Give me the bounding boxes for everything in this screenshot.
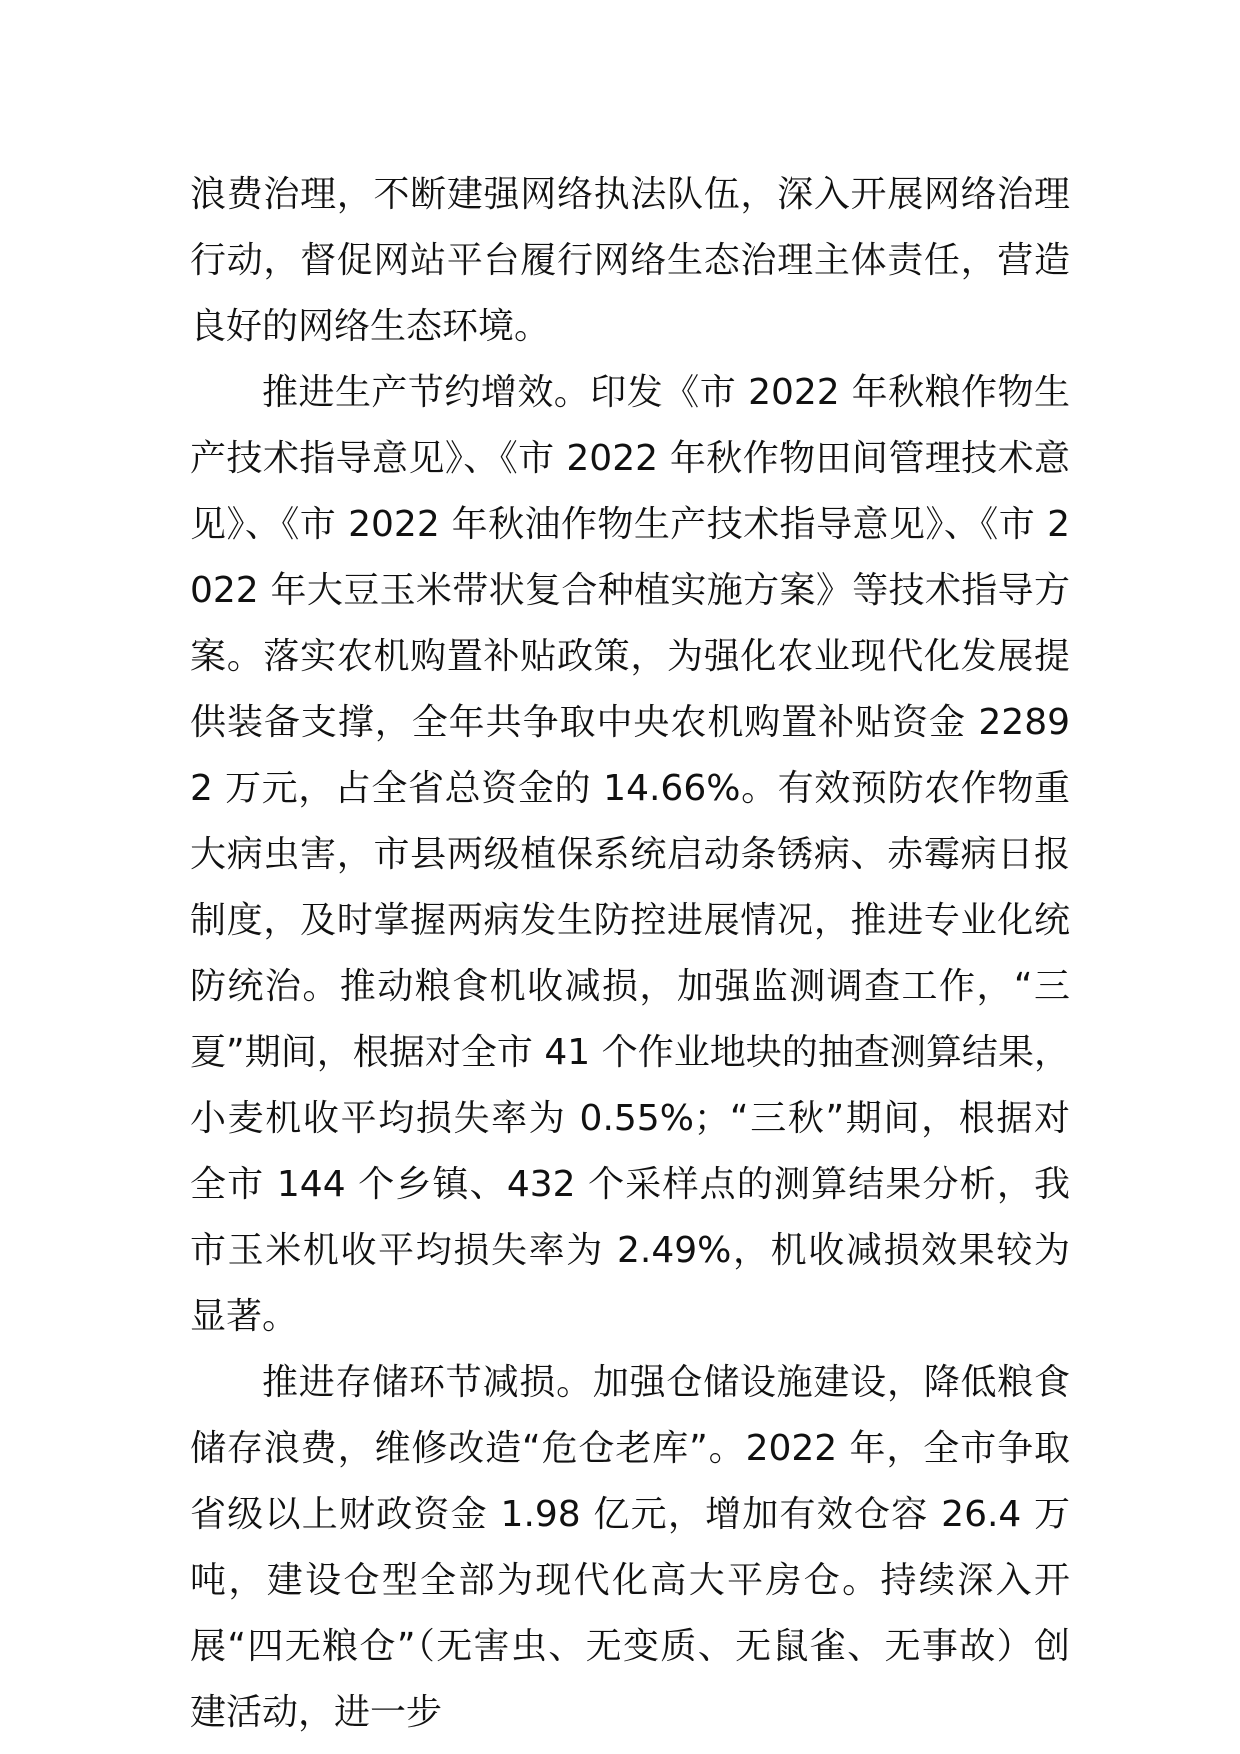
document-body <box>190 162 1070 1746</box>
paragraph-storage-loss-reduction: 推进存储环节减损。加强仓储设施建设，降低粮食储存浪费，维修改造“危仓老库”。2022 年，全市争取省级以上财政资金 1.98 亿元，增加有效仓容 26.4 万吨，建设仓型全部为现代化高大平房仓。持续深入开展“四无粮仓”（无害虫、无变质、无鼠雀、无事故）创建活动，进一步 <box>190 1362 1070 1733</box>
paragraph-continuation: 浪费治理，不断建强网络执法队伍，深入开展网络治理行动，督促网站平台履行网络生态治理主体责任，营造良好的网络生态环境。 <box>190 174 1070 347</box>
paragraph-production-savings: 推进生产节约增效。印发《市 2022 年秋粮作物生产技术指导意见》、《市 2022 年秋作物田间管理技术意见》、《市 2022 年秋油作物生产技术指导意见》、《市 2022 年大豆玉米带状复合种植实施方案》等技术指导方案。落实农机购置补贴政策，为强化农业现代化发展提供装备支撑，全年共争取中央农机购置补贴资金 22892 万元，占全省总资金的 14.66%。有效预防农作物重大病虫害，市县两级植保系统启动条锈病、赤霉病日报制度，及时掌握两病发生防控进展情况，推进专业化统防统治。推动粮食机收减损，加强监测调查工作，“三夏”期间，根据对全市 41 个作业地块的抽查测算结果，小麦机收平均损失率为 0.55%；“三秋”期间，根据对全市 144 个乡镇、432 个采样点的测算结果分析，我市玉米机收平均损失率为 2.49%，机收减损效果较为显著。 <box>190 372 1070 1337</box>
